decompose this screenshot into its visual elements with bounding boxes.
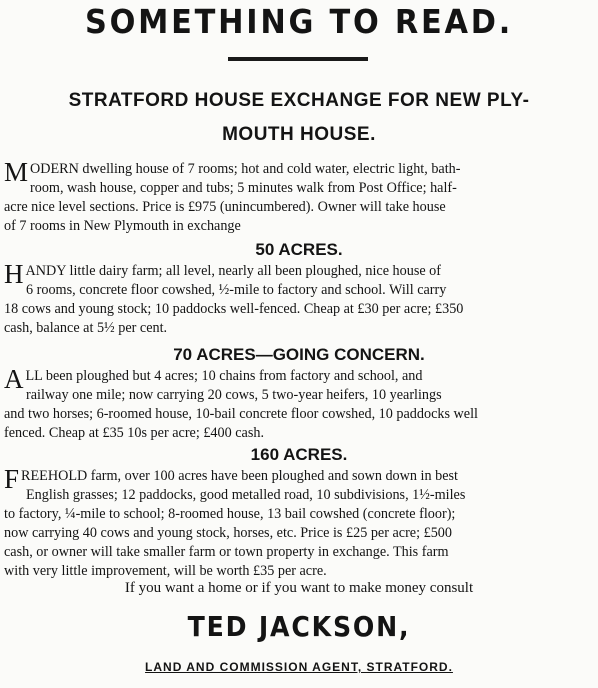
listing-2-line: 6 rooms, concrete floor cowshed, ½-mile to factory and school. Will carry xyxy=(26,282,447,298)
listing-3-line: fenced. Cheap at £35 10s per acre; £400 cash. xyxy=(4,425,265,441)
listing-1-dropcap: M xyxy=(4,157,29,187)
listing-1-line: acre nice level sections. Price is £975 (unincumbered). Owner will take house xyxy=(4,199,446,215)
call-to-action: If you want a home or if you want to make money consult xyxy=(124,580,474,596)
listing-2-text xyxy=(4,259,596,338)
listing-3-heading: 70 ACRES—GOING CONCERN. xyxy=(173,345,425,364)
headline: SOMETHING TO READ. xyxy=(84,2,514,41)
listing-2-heading: 50 ACRES. xyxy=(255,240,343,259)
listing-3-line: railway one mile; now carrying 20 cows, 5 two-year heifers, 10 yearlings xyxy=(26,387,442,403)
listing-4-line: English grasses; 12 paddocks, good metalled road, 10 subdivisions, 1½-miles xyxy=(26,487,466,503)
listing-4-line: REEHOLD farm, over 100 acres have been ploughed and sown down in best xyxy=(21,468,458,484)
subheading-line-1: STRATFORD HOUSE EXCHANGE FOR NEW PLY- xyxy=(68,90,530,111)
listing-3-line: LL been ploughed but 4 acres; 10 chains from factory and school, and xyxy=(25,368,423,384)
listing-4-line: now carrying 40 cows and young stock, horses, etc. Price is £25 per acre; £500 xyxy=(4,525,452,541)
listing-1-line: of 7 rooms in New Plymouth in exchange xyxy=(4,218,241,234)
listing-4-line: to factory, ¼-mile to school; 8-roomed house, 13 bail cowshed (concrete floor); xyxy=(4,506,456,522)
listing-2-line: 18 cows and young stock; 10 paddocks well-fenced. Cheap at £30 per acre; £350 xyxy=(4,301,464,317)
listing-4-heading: 160 ACRES. xyxy=(250,445,348,464)
listing-4-text xyxy=(4,464,596,581)
listing-2-line: cash, balance at 5½ per cent. xyxy=(4,320,168,336)
agent-name: TED JACKSON, xyxy=(187,610,411,643)
listing-1-line: ODERN dwelling house of 7 rooms; hot and cold water, electric light, bath- xyxy=(30,161,461,177)
listing-4-line: with very little improvement, will be worth £35 per acre. xyxy=(4,563,327,579)
listing-4-line: cash, or owner will take smaller farm or town property in exchange. This farm xyxy=(4,544,449,560)
headline-rule xyxy=(228,57,368,61)
listing-3-line: and two horses; 6-roomed house, 10-bail concrete floor cowshed, 10 paddocks well xyxy=(4,406,478,422)
listing-1-line: room, wash house, copper and tubs; 5 minutes walk from Post Office; half- xyxy=(30,180,457,196)
subheading-line-2: MOUTH HOUSE. xyxy=(222,124,376,145)
listing-4-dropcap: F xyxy=(4,464,20,494)
listing-2-line: ANDY little dairy farm; all level, nearly all been ploughed, nice house of xyxy=(25,263,442,279)
listing-2-dropcap: H xyxy=(4,259,24,289)
listing-3-dropcap: A xyxy=(4,364,24,394)
agent-title: LAND AND COMMISSION AGENT, STRATFORD. xyxy=(145,660,453,674)
listing-1-text xyxy=(4,157,596,236)
listing-3-text xyxy=(4,364,596,443)
